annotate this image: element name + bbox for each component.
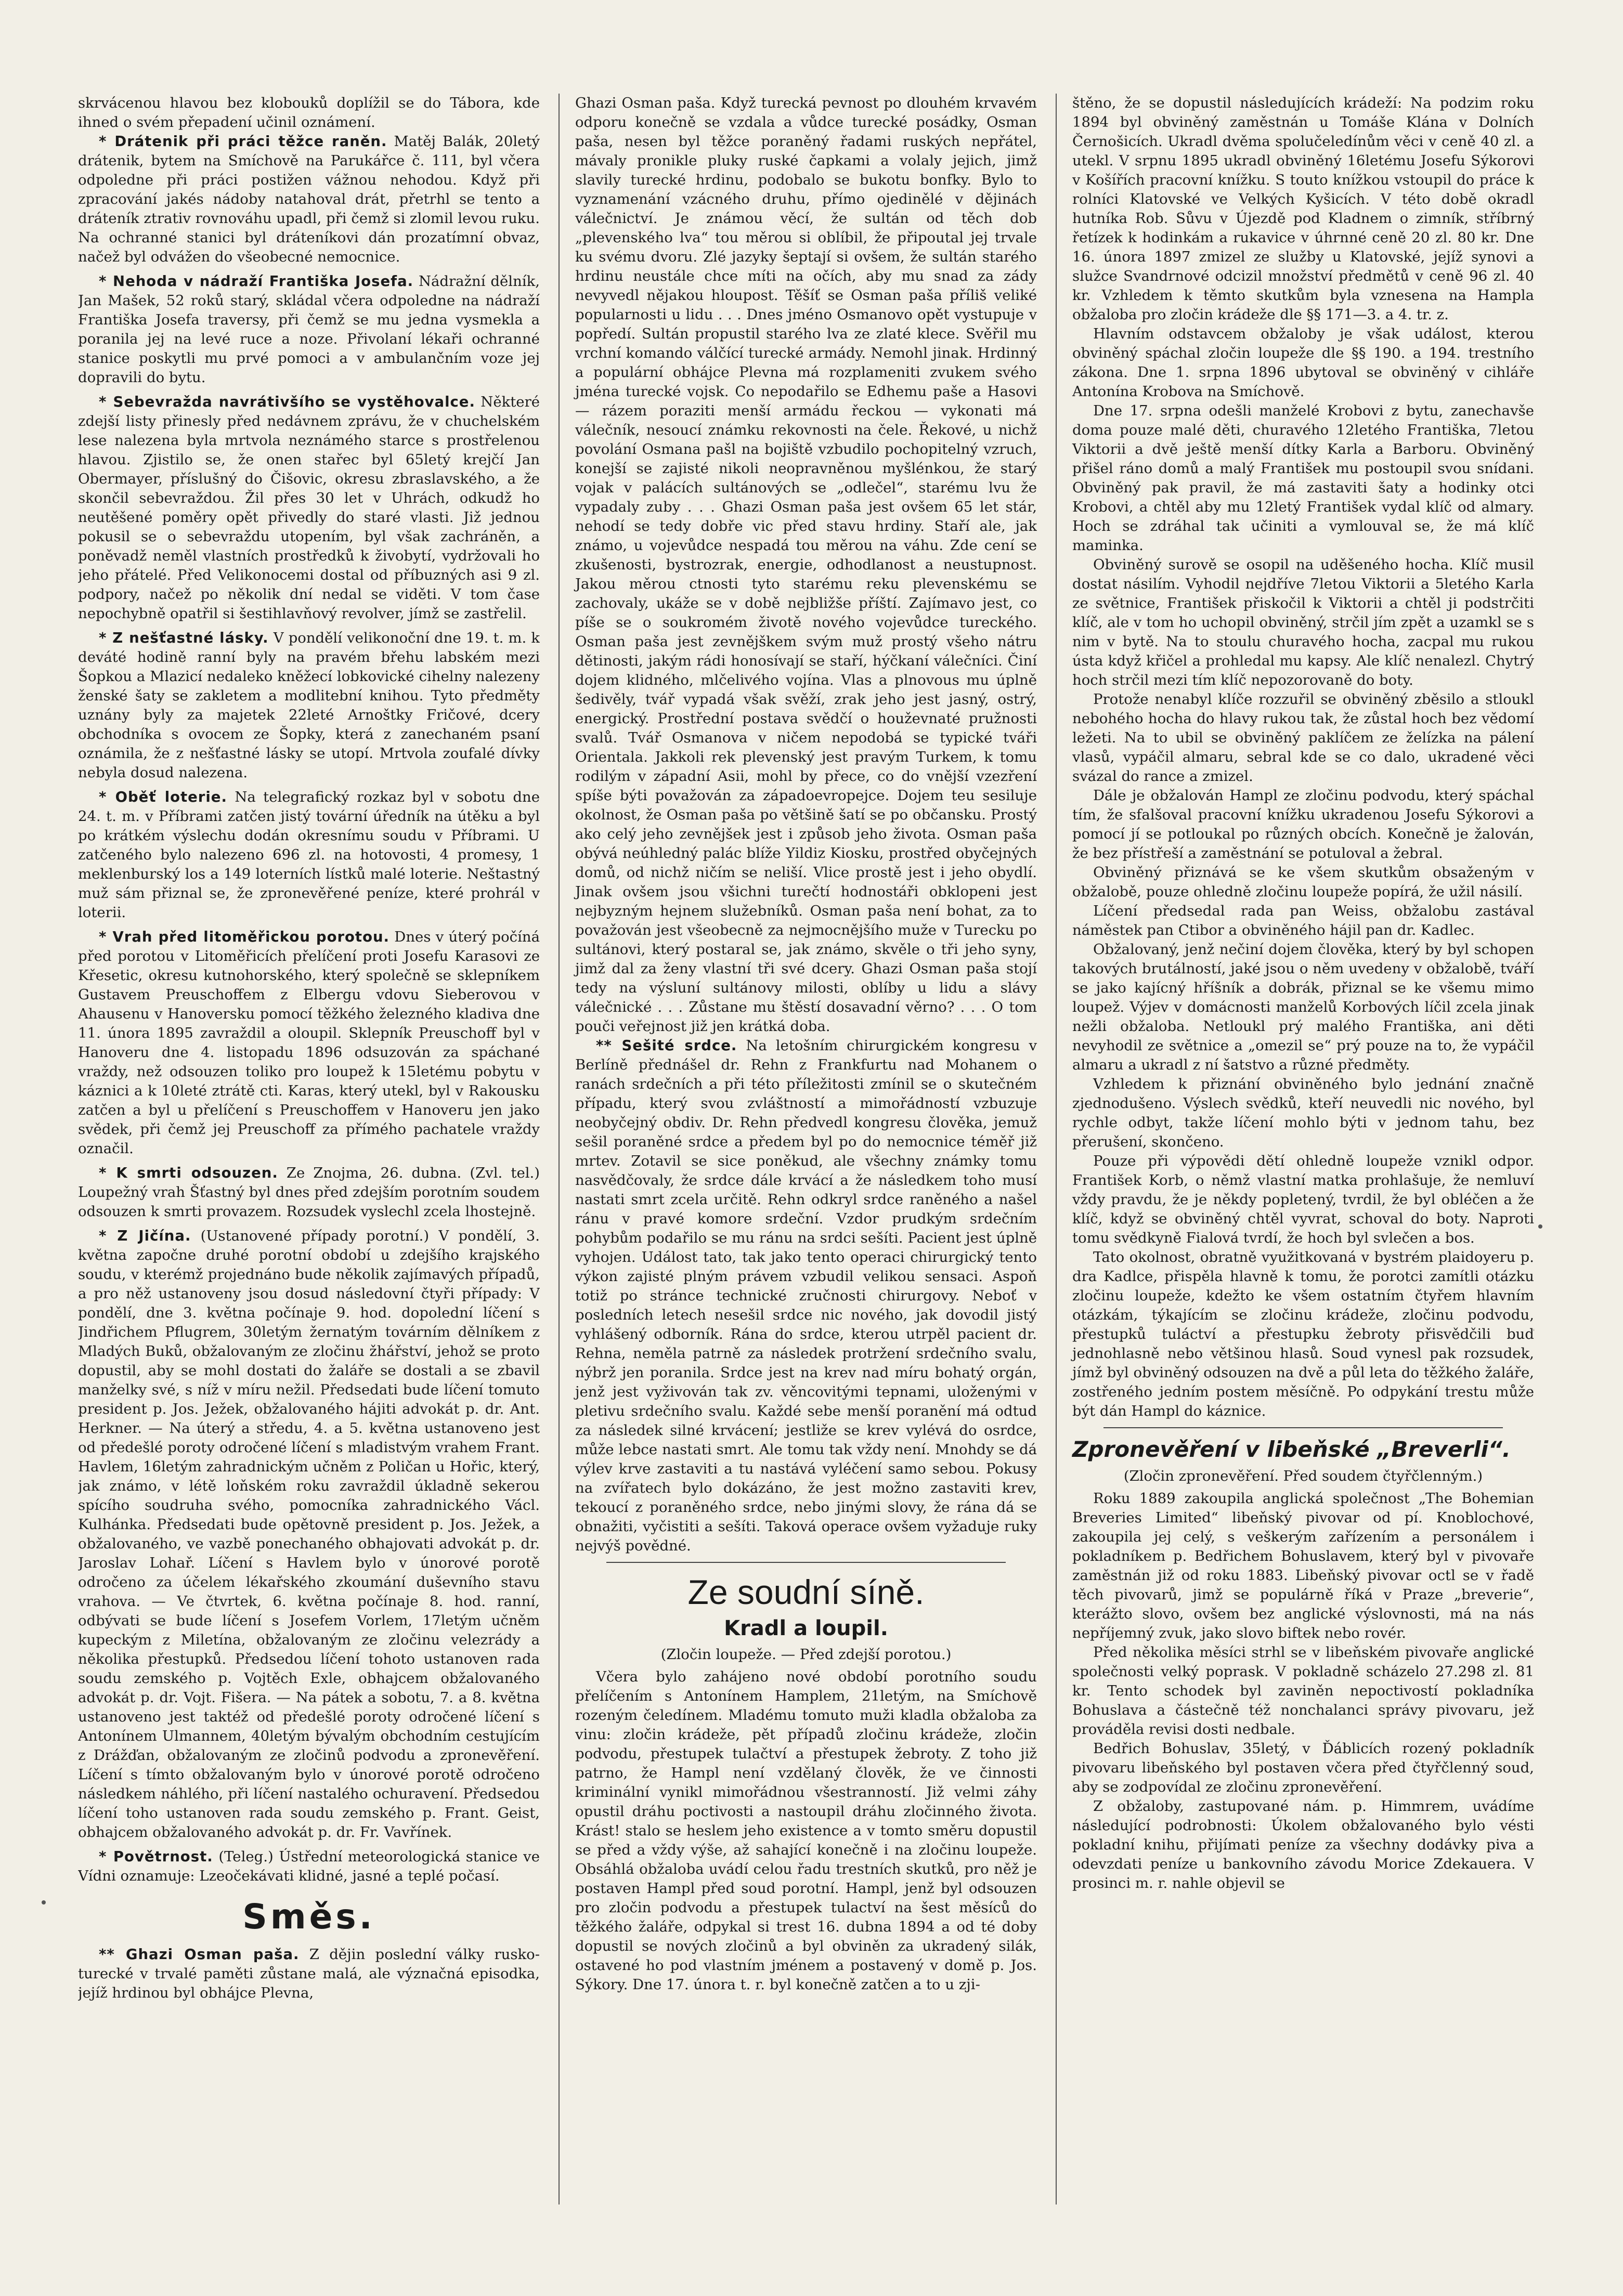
article-sebevrazda (78, 393, 540, 623)
paragraph: Dále je obžalován Hampl ze zločinu podvodu, který spáchal tím, že sfalšoval pracovní knížku ukradenou Josefu Sýkorovi a pomocí jí se potloukal po různých obcích. Konečně je žalován, že bez přístřeší a zaměstnání se potuloval a žebral. (1072, 787, 1534, 862)
paragraph: Tato okolnost, obratně využitkovaná v bystrém plaidoyeru p. dra Kadlce, přispěla hlavně k tomu, že porotci zamítli otázku zločinu loupeže, kdežto ke všem ostatním čtyřem hlavním otázkám, týkajícím se zločinu krádeže, zločinu podvodu, přestupků tuláctví a přestupku žebroty přisvědčili buď jednohlasně nebo většinou hlasů. Soud vynesl pak rozsudek, jímž byl obviněný odsouzen na dvě a půl leta do těžkého žaláře, zostřeného jedním postem měsíčně. Po odpykání trestu může být dán Hampl do káznice. (1072, 1249, 1534, 1419)
paragraph: Roku 1889 zakoupila anglická společnost „The Bohemian Breveries Limited“ libeňský pivovar od pí. Knoblochové, zakoupila jej celý, s veškerým zařízením a personálem i pokladníkem p. Bedřichem Bohuslavem, který byl v pivovaře zaměstnán již od roku 1883. Libeňský pivovar octl se v řadě těch pivovarů, jimž se populárně říká v Praze „breverie“, kterážto slovo, ovšem bez anglické výslovnosti, má na nás nepříjemný zvuk, jako slovo biftek nebo rovér. (1072, 1490, 1534, 1641)
article-text: (Ustanovené případy porotní.) V pondělí, 3. května započne druhé porotní období u zdejšího krajského soudu, v kterémž projednáno bude několik zajímavých případů, a pro něž ustanoveny jsou dosud následovní čtyři případy: V pondělí, dne 3. května počínaje 9. hod. dopolední líčení s Jindřichem Pflugrem, 30letým žernatým továrním dělníkem z Mladých Buků, obžalovaným ze zločinu žhářství, jehož se proto dopustil, aby se mohl dostati do žaláře se dostali a se zbavil manželky své, s níž v míru nežil. Předsedati bude líčení tomuto president p. Jos. Ježek, obžalovaného hájiti advokát p. dr. Ant. Herkner. — Na úterý a středu, 4. a 5. května ustanoveno jest od předešlé poroty odročené líčení s mladistvým vrahem Frant. Havlem, 16letým zahradnickým učněm z Poličan u Hořic, který, jak známo, v létě loňském roku zavraždil úkladně sekerou spícího soudruha svého, pomocníka zahradnického Václ. Kulhánka. Předsedati bude opětovně president p. Jos. Ježek, a obžalovaného, ve vazbě ponechaného obhajovati advokát p. dr. Jaroslav Lohař. Líčení s Havlem bylo v únorové porotě odročeno za účelem lékařského zkoumání duševního stavu vrahova. — Ve čtvrtek, 6. května počínaje 8. hod. ranní, odbývati se bude líčení s Josefem Vorlem, 17letým učněm kupeckým z Miletína, obžalovaným ze zločinu velezrády a několika přestupků. Předsedou líčení tohoto ustanoven rada soudu zemského p. Vojtěch Exle, obhajcem obžalovaného advokát p. dr. Vojt. Fišera. — Na pátek a sobotu, 7. a 8. května ustanoveno jest taktéž od předešlé poroty odročené líčení s Antonínem Ulmannem, 40letým bývalým obchodním cestujícím z Drážďan, obžalovaným ze zločinů podvodu a zpronevěření. Líčení s tímto obžalovaným bylo v únorové porotě odročeno následkem náhlého, při líčení nastalého ochuravení. Předsedou líčení toho ustanoven rada soudu zemského p. Frant. Geist, obhajcem obžalovaného advokát p. dr. Fr. Vavřínek. (78, 1228, 540, 1841)
paragraph: Z obžaloby, zastupované nám. p. Himmrem, uvádíme následující podrobnosti: Úkolem obžalovaného bylo vésti pokladní knihu, přijímati peníze za všechny dodávky piva a odevzdati peníze u bankovního závodu Morice Zdekauera. V prosinci m. r. nahle objevil se (1072, 1798, 1534, 1891)
paragraph: Hlavním odstavcem obžaloby je však událost, kterou obviněný spáchal zločin loupeže dle §§ 190. a 194. trestního zákona. Dne 1. srpna 1896 ubytoval se obviněný v cihláře Antonína Krobova na Smíchově. (1072, 325, 1534, 400)
article-title: * Z Jičína. (99, 1228, 191, 1244)
article-title: ** Sešité srdce. (596, 1037, 737, 1054)
article-sesite-srdce (575, 1036, 1037, 1556)
article-title: * Oběť loterie. (99, 789, 227, 805)
article-dratenik (78, 132, 540, 267)
article-title: * Drátenik při práci těžce raněn. (99, 133, 387, 150)
article-loterie (78, 788, 540, 922)
paragraph: štěno, že se dopustil následujících krádeží: Na podzim roku 1894 byl obviněný zaměstnán u Tomáše Klána v Dolních Černošicích. Ukradl dvěma spolučeledínům věci v ceně 40 zl. a utekl. V srpnu 1895 ukradl obviněný 16letému Josefu Sýkorovi v Košířích pracovní knížku. S touto knížkou vstoupil do práce k rolníci Klatovské ve Velkých Kyšicích. V této době okradl hutníka Rob. Sůvu v Újezdě pod Kladnem o zimník, stříbrný řetízek k hodinkám a rukavice v úhrnné ceně 20 zl. 80 kr. Dne 16. února 1897 zmizel ze služby u Klatovské, jejíž synovi a služce Svandrnové odcizil množství předmětů v ceně 96 zl. 40 kr. Vzhledem k těmto skutkům byla vznesena na Hampla obžaloba pro zločin krádeže dle §§ 171—3. a 4. tr. z. (1072, 95, 1534, 323)
article-vrah (78, 928, 540, 1158)
subheadline: (Zločin loupeže. — Před zdejší porotou.) (660, 1646, 952, 1663)
article-text: Na letošním chirurgickém kongresu v Berlíně přednášel dr. Rehn z Frankfurtu nad Mohanem o ranách srdečních a při této příležitosti zmínil se o skutečném případu, který svou zvláštností a mimořádností vzbuzuje neobyčejný obdiv. Dr. Rehn předvedl kongresu člověka, jemuž sešil poraněné srdce a předem byl po do nemocnice téměř již mrtev. Zotavil se sice poněkud, ale všechny známky tomu nasvědčovaly, že srdce dále krvácí a že následkem toho musí nastati smrt zcela určitě. Rehn odkryl srdce raněného a našel ránu v pravé komore srdeční. Vzdor prudkým srdečním pohybům podařilo se mu ránu na srdci sešíti. Pacient jest úplně vyhojen. Událost tato, tak jako tento operaci chirurgický tento výkon zajisté plným právem vzbudil velikou sensaci. Aspoň totiž po stránce technické zručnosti chirurgovy. Neboť v posledních letech nesešil srdce nic nového, jak dovodil jistý vyhlášený odborník. Rána do srdce, kterou utrpěl pacient dr. Rehna, neměla patrně za následek protržení srdečního svalu, nýbrž jen poranila. Srdce jest na krev nad míru bohatý orgán, jenž jest vyživován tak zv. věncovitými tepnami, uloženými v pletivu srdečního svalu. Každé sebe menší poranění má odtud za následek silné krvácení; jestliže se krev vylévá do osrdce, může lebce nastati smrt. Ale tomu tak vždy není. Mnohdy se dá výlev krve zastaviti a tu nastává vyléčení samo sebou. Pokusy na zvířatech bylo dokázáno, že jest možno zastaviti krev, tekoucí z poraněného srdce, nebo jinými slovy, že rána dá se obnažiti, vyčistiti a sešíti. Taková operace ovšem vyžaduje ruky nejvýš povědné. (575, 1037, 1037, 1554)
article-nehoda (78, 272, 540, 387)
paragraph: skrvácenou hlavou bez klobouků doplížil se do Tábora, kde ihned o svém přepadení učinil oznámení. (78, 95, 540, 131)
article-text: Nádražní dělník, Jan Mašek, 52 roků starý, skládal včera odpoledne na nádraží Františka Josefa traversy, při čemž se mu jedna vysmekla a poranila jej na levé ruce a noze. Přivolaní lékaři ochranné stanice poskytli mu prvé pomoci a v ambulančním voze jej dopravili do bytu. (78, 273, 540, 386)
paragraph: Před několika měsíci strhl se v libeňském pivovaře anglické společnosti velký poprask. V pokladně scházelo 27.298 zl. 81 kr. Tento schodek byl zaviněn nepoctivostí pokladníka Bohuslava a částečně též nonchalanci správy pivovaru, jež prováděla revisi dosti nedbale. (1072, 1644, 1534, 1738)
paragraph: Obžalovaný, jenž nečiní dojem člověka, který by byl schopen takových brutálností, jaké jsou o něm uvedeny v obžalobě, tváří se jako kajícný hříšník a dobrák, přiznal se ke všemu mimo loupež. Výjev v domácnosti manželů Korbových líčil zcela jinak nežli obžaloba. Netloukl prý malého Františka, ani děti nevyhodil ze světnice a „omezil se“ prý pouze na to, že vypáčil almaru a ukradl z ní šatstvo a různé předměty. (1072, 941, 1534, 1073)
scan-speck (42, 1900, 46, 1904)
paragraph: Pouze při výpovědi dětí ohledně loupeže vznikl odpor. František Korb, o němž vlastní matka prohlašuje, že nemluví vždy pravdu, že je někdy popletený, tvrdil, že byl obléčen a že klíč, když se obviněný chtěl vyvrat, schoval do boty. Naproti tomu svědkyně Fialová tvrdí, že hoch byl svlečen a bos. (1072, 1153, 1534, 1246)
article-title: * Sebevražda navrátivšího se vystěhovalce. (99, 394, 475, 410)
article-text: V pondělí velikonoční dne 19. t. m. k deváté hodině ranní byly na pravém břehu labském mezi Šopkou a Mlazicí nedaleko kněžecí lobkovické cihelny nalezeny ženské šaty se zakletem a modlitební knihou. Tyto předměty uznány byly za majetek 22leté Arnoštky Fričové, dcery obchodníka s ovocem ze Šopky, která z zanechaném psaní oznámila, že z nešťastné lásky se utopí. Mrtvola zoufalé dívky nebyla dosud nalezena. (78, 630, 540, 781)
paragraph: Obviněný surově se osopil na uděšeného hocha. Klíč musil dostat násilím. Vyhodil nejdříve 7letou Viktorii a 5letého Karla ze světnice, František přiskočil k Viktorii a chtěl ji podstrčiti klíč, ale v tom ho uchopil obviněný, strčil jím zpět a uzamkl se s nim v bytě. Na to stoulu churavého hocha, zacpal mu rukou ústa když křičel a prohledal mu kapsy. Ale klíč nenalezl. Chytrý hoch strčil mezi tím klíč nepozorovaně do boty. (1072, 556, 1534, 688)
paragraph: Obviněný přiznává se ke všem skutkům obsaženým v obžalobě, pouze ohledně zločinu loupeže popírá, že užil násilí. (1072, 864, 1534, 900)
paragraph: Včera bylo zahájeno nové období porotního soudu přelíčením s Antonínem Hamplem, 21letým, na Smíchově rozeným čeledínem. Mladému tomuto muži kladla obžaloba za vinu: zločin krádeže, pět případů zločinu krádeže, zločin podvodu, přestupek tulačtví a přestupek žebroty. Z toho již patrno, že Hampl není vzdělaný člověk, že ve činnosti kriminální vynikl mimořádnou všestranností. Již velmi záhy opustil dráhu poctivosti a nastoupil dráhu zločinného života. Krást! stalo se heslem jeho existence a v tomto směru dopustil se před a vždy výše, až sahající konečně i na zločinu loupeže. Obsáhlá obžaloba uvádí celou řadu trestních skutků, pro něž je postaven Hampl před soud porotní. Hampl, jenž byl odsouzen pro zločin podvodu a přestupek tulactví na šest měsíců do těžkého žaláře, odpykal si trest 16. dubna 1894 a od té doby dopustil se nových zločinů a byl obviněn za ukradený silák, ostavené ho pod vlastním jménem a postavený v domě p. Jos. Sýkory. Dne 17. února t. r. byl konečně zatčen a to u zji- (575, 1668, 1037, 1993)
newspaper-page (78, 94, 1534, 2204)
article-title: * Z nešťastné lásky. (99, 630, 269, 646)
headline-kradl: Kradl a loupil. (724, 1616, 888, 1640)
scan-speck (1538, 1224, 1542, 1229)
article-text: Z dějin poslední války rusko-turecké v trvalé paměti zůstane malá, ale význačná episodka, jejíž hrdinou byl obhájce Plevna, (78, 1946, 540, 2001)
article-title: ** Ghazi Osman paša. (99, 1946, 300, 1963)
article-text: Některé zdejší listy přinesly před nedávnem zprávu, že v chuchelském lese nalezena byla mrtvola neznámého starce s prostřelenou hlavou. Zjistilo se, že onen stařec byl 65letý krejčí Jan Obermayer, příslušný do Čišovic, okresu zbraslavského, a že skončil sebevraždou. Žil přes 30 let v Uhrách, odkudž ho neutěšené poměry opět přivedly do staré vlasti. Již jednou pokusil se o sebevraždu utopením, byl však zachráněn, a poněvadž neměl vlastních prostředků k živobytí, vydržovali ho jeho přátelé. Před Velikonocemi dostal od příbuzných asi 9 zl. podpory, načež po několik dní nedal se viděti. V tom čase nepochybně opatřil si šestihlavňový revolver, jímž se zastřelil. (78, 394, 540, 622)
article-text: (Teleg.) Ústřední meteorologická stanice ve Vídni oznamuje: Lzeočekávati klidné, jasné a teplé počasí. (78, 1848, 540, 1884)
article-text: Dnes v úterý počíná před porotou v Litoměřicích přelíčení proti Josefu Karasovi ze Křesetic, okresu kutnohorského, který společně se sklepníkem Gustavem Preuschoffem z Elbergu vdovu Sieberovou v Ahausenu v Hanoversku pomocí těžkého železného kladiva dne 11. února 1895 zavraždil a oloupil. Sklepník Preuschoff byl v Hanoveru dne 4. listopadu 1896 odsuzován za spáchané vraždy, než odsouzen toliko pro loupež k 15letému pobytu v káznici a k 10leté ztrátě cti. Karas, který utekl, byl v Rakousku zatčen a byl u přelíčení s Preuschoffem v Hanoveru jen jako svědek, při čemž jej Preuschoff za přímého pachatele vraždy označil. (78, 929, 540, 1157)
article-ghazi (78, 1945, 540, 2003)
subheadline: (Zločin zpronevěření. Před soudem čtyřčlenným.) (1123, 1468, 1483, 1484)
section-title-soudni-sin: Ze soudní síně. (687, 1573, 925, 1611)
section-title-smes: Směs. (242, 1897, 375, 1937)
article-title: * Povětrnost. (99, 1848, 213, 1865)
article-smrt (78, 1164, 540, 1221)
column-2 (559, 94, 1037, 2204)
divider (606, 1562, 1006, 1563)
article-title: * K smrti odsouzen. (99, 1165, 278, 1181)
article-jicin (78, 1227, 540, 1842)
article-laska (78, 629, 540, 782)
article-text: Na telegrafický rozkaz byl v sobotu dne 24. t. m. v Příbrami zatčen jistý tovární úředník na útěku a byl po krátkém výslechu dodán okresnímu soudu v Příbrami. U zatčeného bylo nalezeno 696 zl. na hotovosti, 4 promesy, 1 meklenburský los a 149 loterních lístků malé loterie. Neštastný muž sám přiznal se, že zpronevěřené peníze, které prohrál v loterii. (78, 789, 540, 921)
paragraph: Protože nenabyl klíče rozzuřil se obviněný zběsilo a stloukl nebohého hocha do hlavy rukou tak, že zůstal hoch bez vědomí ležeti. Na to ubil se obviněný paklíčem ze želízka na pálení vlasů, vypáčil almaru, sebral kde se co dalo, ukradené věci svázal do rance a zmizel. (1072, 691, 1534, 785)
paragraph: Vzhledem k přiznání obviněného bylo jednání značně zjednodušeno. Výslech svědků, kteří neuvedli nic nového, byl rychle odbyt, takže líčení mohlo býti v jednom tahu, bez přerušení, skončeno. (1072, 1076, 1534, 1150)
article-text: Ze Znojma, 26. dubna. (Zvl. tel.) Loupežný vrah Šťastný byl dnes před zdejším porotním soudem odsouzen k smrti provazem. Rozsudek vyslechl zcela lhostejně. (78, 1165, 540, 1220)
article-povetrnost (78, 1847, 540, 1886)
column-1 (78, 94, 540, 2204)
article-text: Matěj Balák, 20letý drátenik, bytem na Smíchově na Parukářce č. 111, byl včera odpoledne při práci postižen vážnou nehodou. Když při zpracování jakés nádoby natahoval drát, přetrhl se tento a dráteník ztrativ rovnováhu upadl, při čemž si zlomil levou ruku. Na ochranné stanici byl dráteníkovi dán prozatímní obvaz, načež byl odvážen do všeobecné nemocnice. (78, 133, 540, 265)
column-3 (1056, 94, 1534, 2204)
divider (1103, 1427, 1503, 1428)
paragraph: Bedřich Bohuslav, 35letý, v Ďáblicích rozený pokladník pivovaru libeňského byl postaven včera před čtyřčlenný soud, aby se zodpovídal ze zločinu zpronevěření. (1072, 1740, 1534, 1795)
article-title: * Nehoda v nádraží Františka Josefa. (99, 273, 414, 290)
article-title: * Vrah před litoměřickou porotou. (99, 929, 389, 945)
paragraph: Ghazi Osman paša. Když turecká pevnost po dlouhém krvavém odporu konečně se vzdala a vůdce turecké posádky, Osman paša, nesen byl těžce poraněný řadami ruských nepřátel, mávaly pronikle pluky ruské čapkami a volaly jejich, jimž slavily turecké hrdinu, podobalo se bukotu bonfky. Bylo to vyznamenání vzácného druhu, přímo ojedinělé v dějinách válečnictví. Je známou věcí, že sultán od těch dob „plevenského lva“ tou měrou si oblíbil, že připoutal jej trvale ku svému dvoru. Zlé jazyky šeptají si ovšem, že sultán starého hrdinu neustále chce míti na očích, aby mu snad za zády nevyvedl nějakou hloupost. Těšíť se Osman paša příliš veliké popularnosti u lidu . . . Dnes jméno Osmanovo opět vystupuje v popředí. Sultán propustil starého lva ze zlaté klece. Svěřil mu vrchní komando válčící turecké armády. Nemohl jinak. Hrdinný a populární obhájce Plevna má rozplameniti zvukem svého jména turecké vojsk. Co nepodařilo se Edhemu paše a Hasovi — rázem poraziti menší armádu řeckou — vykonati má válečník, nesoucí známku rekovnosti na čele. Řekové, u nichž povolání Osmana pašl na bojiště vzbudilo pochopitelný vzruch, konejší se zajisté nikoli neopravněnou myšlénkou, že starý vojak v palácích sultánových se „odlečel“, starému lvu že vypadaly zuby . . . Ghazi Osman paša jest ovšem 65 let stár, nehodí se tedy dobře vic před stavu hrdiny. Staří ale, jak známo, u vojevůdce nespadá tou měrou na váhu. Zde cení se zkušenosti, bystrozrak, energie, odhodlanost a neustupnost. Jakou měrou ctnosti tyto starému reku plevenskému se zachovaly, ukáže se v době nejbližše příští. Zajímavo jest, co píše se o soukromém životě nového vojevůdce tureckého. Osman paša jest zevnějškem svým muž prostý všeho nátru dětinosti, jakým rádi honosívají se staří, hýčkaní válečníci. Činí dojem klidného, mlčelivého vojína. Vlas a plnovous mu úplně šedivěly, tvář vypadá však svěží, zrak jeho jest jasný, ostrý, energický. Prostřední postava svědčí o houževnaté pružnosti svalů. Tvář Osmanova v ničem nepodobá se typické tváři Orientala. Jakkoli rek plevenský jest pravým Turkem, k tomu rodilým v západní Asii, mohl by přece, co do vnější vzezření spíše býti považován za západoevropejce. Dojem teu sesiluje okolnost, že Osman paša po většině šatí se po občansku. Prostý ako celý jeho zevnějšek jest i způsob jeho života. Osman paša obývá neúhledný palác blíže Yildiz Kiosku, prostřed obyčejných domů, od nichž ničím se neliší. Vlice prostě jest i jeho obydlí. Jinak ovšem jsou všichni turečtí hodnostáři obklopeni jest nejbyzným hejnem služebníků. Osman paša není bohat, za to považován jest všeobecně za nejmocnějšího muže v Turecku po sultánovi, který postaral se, jak známo, skvěle o tři jeho syny, jimž dal za ženy vlastní tři své dcery. Ghazi Osman paša stojí tedy na výsluní sultánovy milosti, oblíby u lidu a slávy válečnické . . . Zůstane mu štěstí dosavadní věrno? . . . O tom pouči veřejnost již jen krátká doba. (575, 95, 1037, 1035)
headline-zproneverení: Zpronevěření v libeňské „Breverli“. (1072, 1437, 1511, 1462)
paragraph: Líčení předsedal rada pan Weiss, obžalobu zastával náměstek pan Ctibor a obviněného hájil pan dr. Kadlec. (1072, 903, 1534, 938)
paragraph: Dne 17. srpna odešli manželé Krobovi z bytu, zanechavše doma pouze malé děti, churavého 12letého Františka, 7letou Viktorii a dvě ještě menší dítky Karla a Barboru. Obviněný přišel ráno domů a malý František mu postoupil svou snídani. Obviněný pak pravil, že má zastaviti šaty a hodinky otci Krobovi, a chtěl aby mu 12letý František vydal klíč od almary. Hoch se zdráhal tak učiniti a vymlouval se, že má klíč maminka. (1072, 402, 1534, 554)
